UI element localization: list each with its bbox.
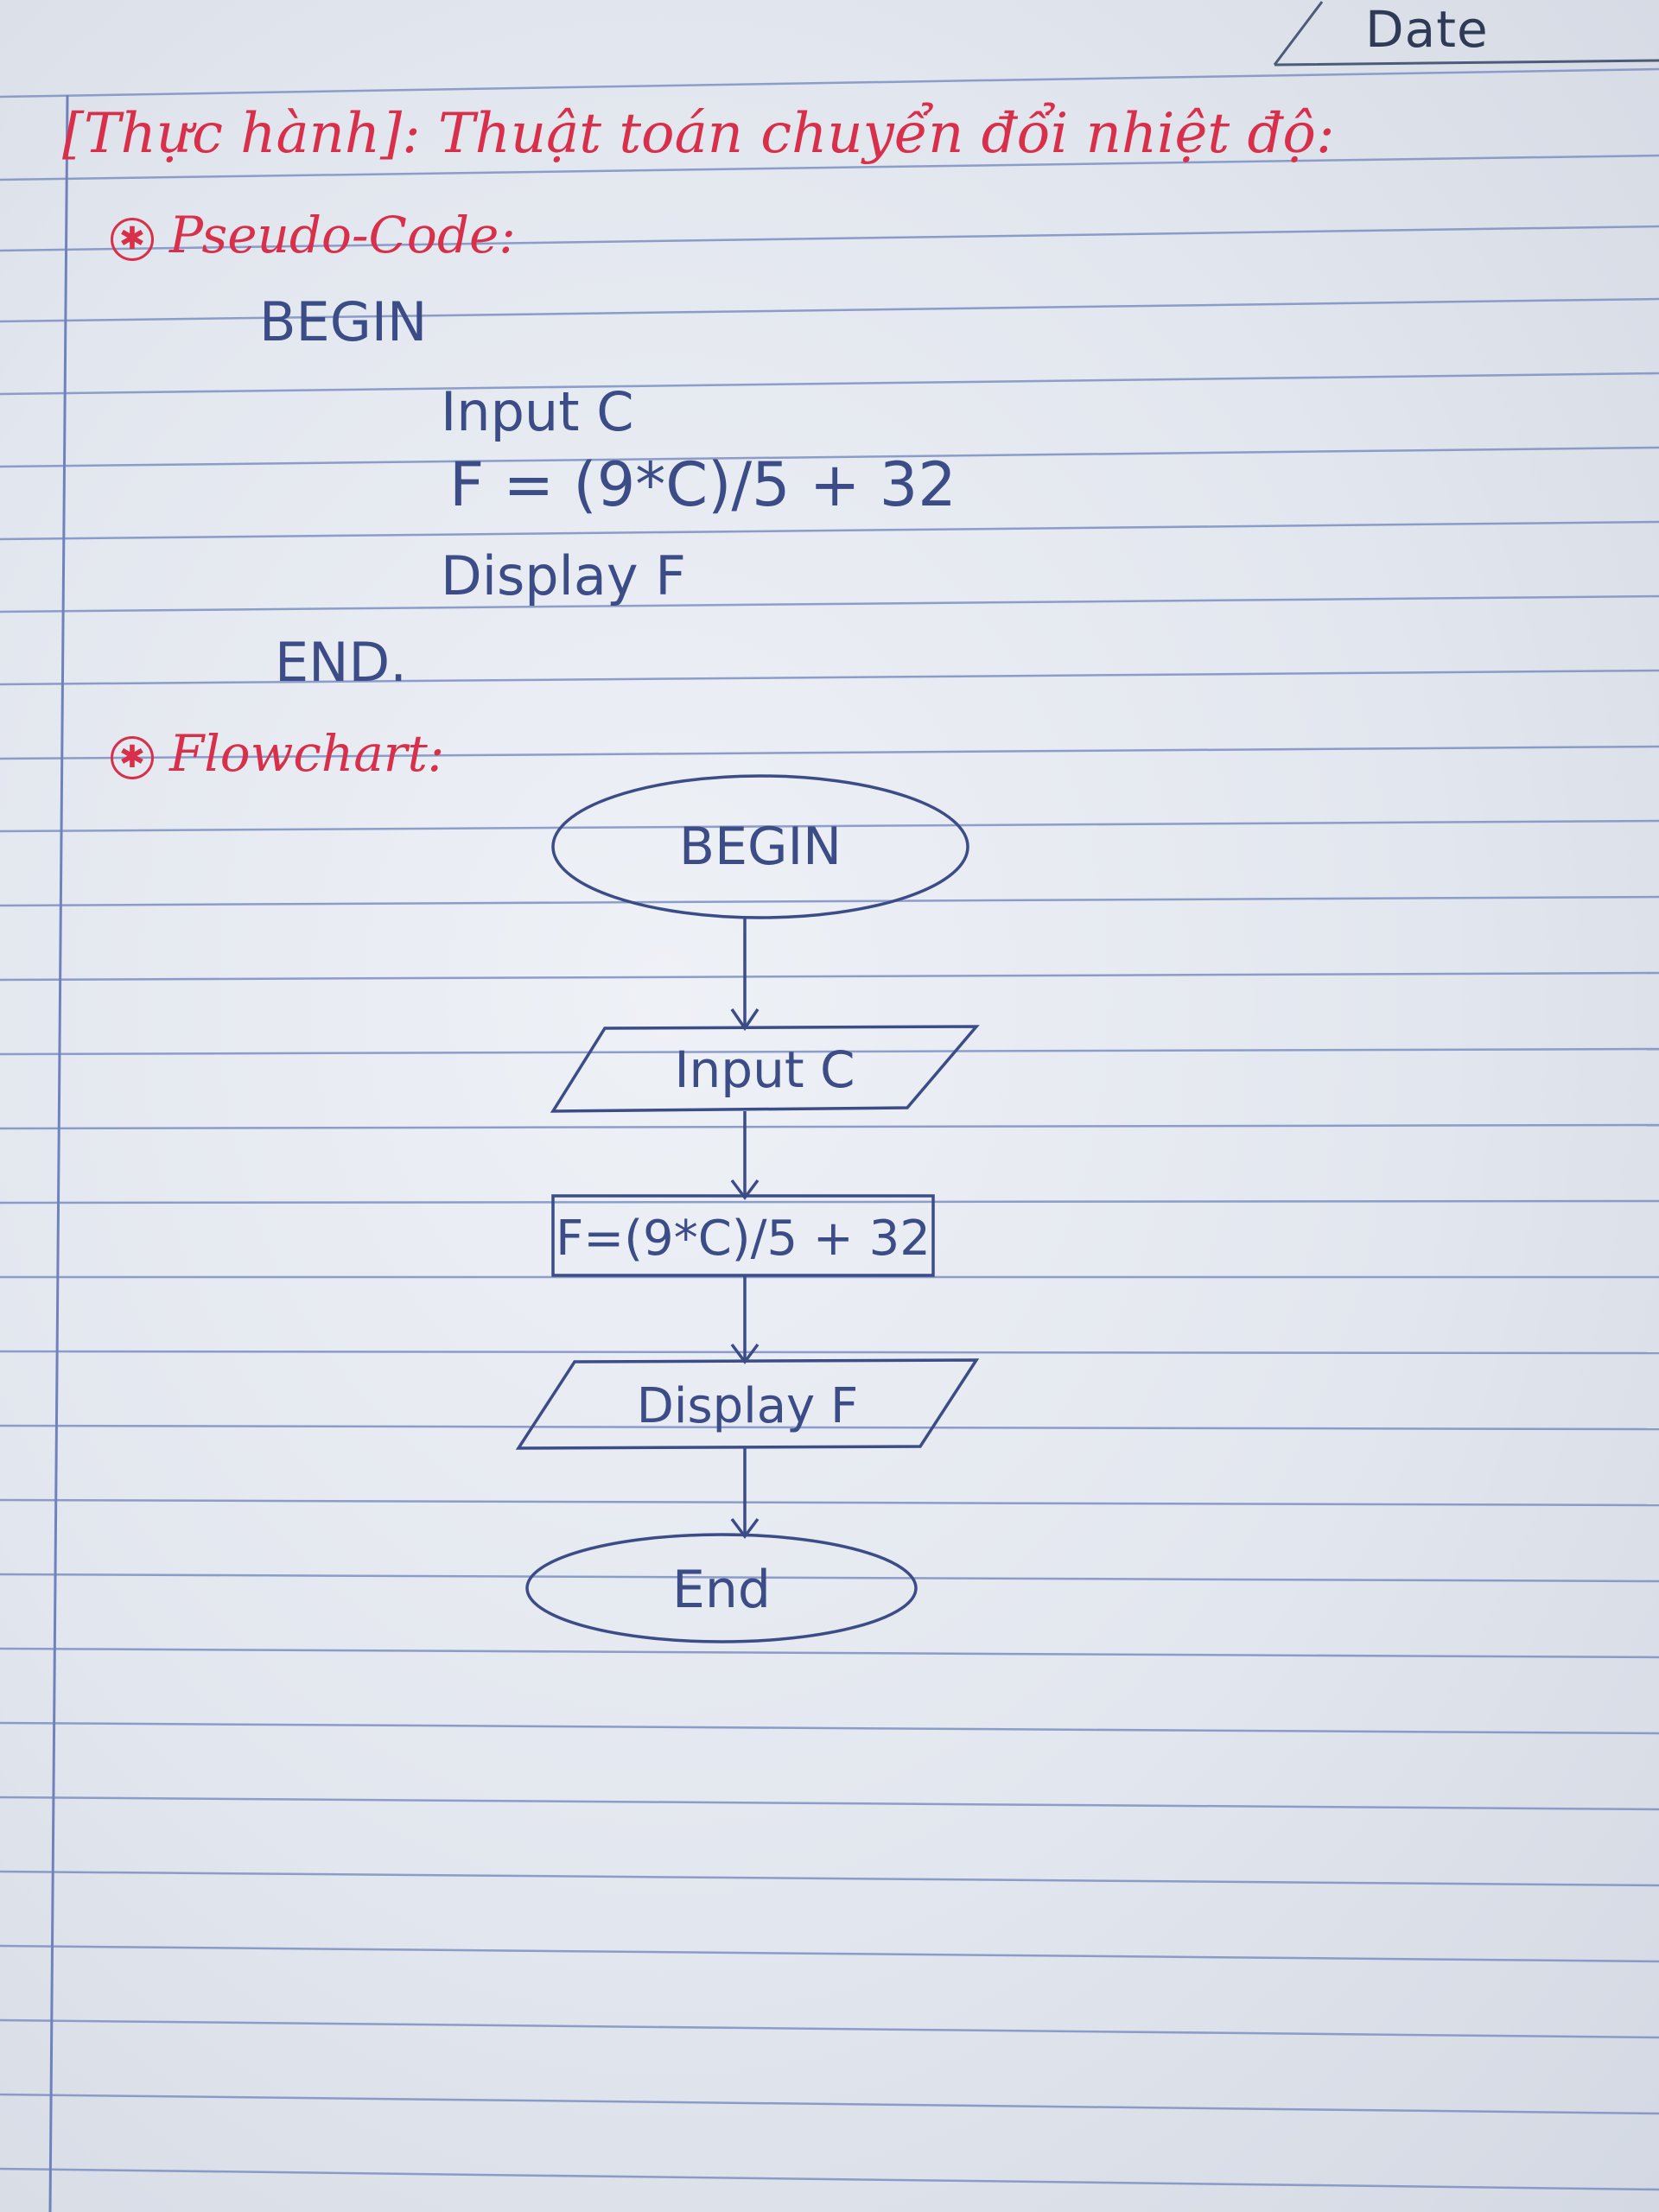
flowchart-heading-text: Flowchart: [169, 724, 445, 783]
pseudocode-begin: BEGIN [259, 290, 428, 353]
pseudocode-formula: F = (9*C)/5 + 32 [449, 449, 957, 520]
pseudocode-end: END. [275, 631, 408, 694]
flowchart-process-label: F=(9*C)/5 + 32 [556, 1211, 931, 1267]
date-label: Date [1365, 0, 1489, 59]
asterisk-bullet-icon: ✱ [111, 736, 154, 779]
flowchart-input-label: Input C [674, 1040, 855, 1099]
flowchart-end-label: End [671, 1560, 772, 1620]
asterisk-bullet-icon: ✱ [111, 218, 154, 261]
page-title: [Thực hành]: Thuật toán chuyển đổi nhiệt độ: [62, 102, 1335, 166]
pseudocode-display: Display F [441, 544, 686, 607]
pseudocode-input: Input C [441, 380, 634, 443]
flowchart-output-label: Display F [636, 1378, 859, 1434]
flowchart-start-label: BEGIN [678, 817, 842, 877]
pseudocode-heading-text: Pseudo-Code: [169, 206, 516, 264]
